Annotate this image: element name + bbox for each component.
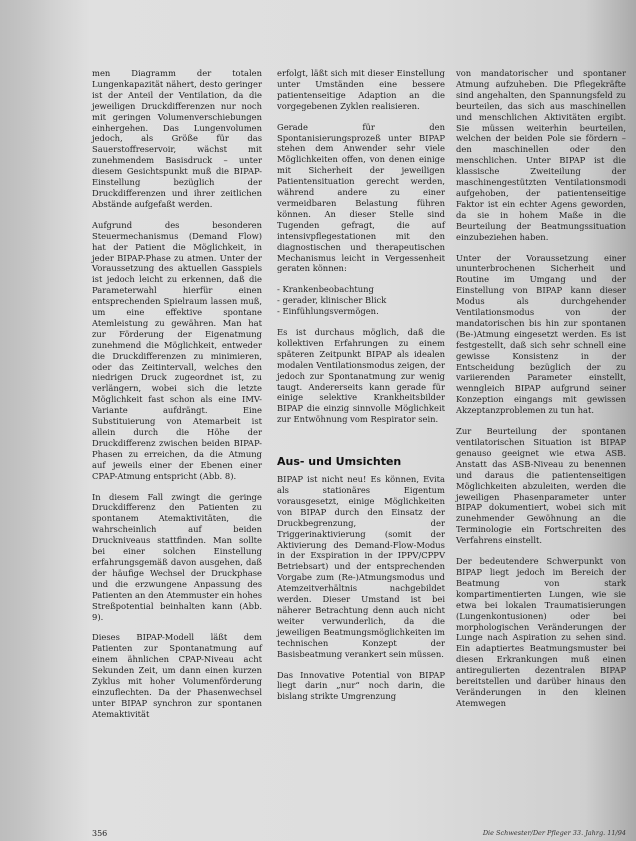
paragraph: von mandatorischer und spontaner Atmung aufzuheben. Die Pflegekräfte sind angehalten, den Spannungsfeld zu beurteilen, das sich aus maschinellen und menschlichen Aktivitäten ergibt. Sie müssen weiterhin beurteilen, welchen der beiden Pole sie fördern – den maschinellen oder den menschlichen. Unter BIPAP ist die klassische Zweiteilung der maschinengestützten Ventilationsmodi aufgehoben, der patientenseitige Faktor ist ein echter Agens geworden, da sie in hohem Maße in die Beurteilung der Beatmungssituation einzubeziehen haben.	[456, 68, 626, 242]
paragraph: Gerade für den Spontanisierungsprozeß unter BIPAP stehen dem Anwender sehr viele Möglichkeiten offen, von denen einige mit Sicherheit der jeweiligen Patientensituation gerecht werden, während andere zu einer vermeidbaren Belastung führen können. An dieser Stelle sind Tugenden gefragt, die auf intensivpflegestationen mit den diagnostischen und therapeutischen Mechanismus leicht in Vergessenheit geraten können:	[277, 121, 445, 274]
page-number: 356	[92, 829, 108, 838]
text-column-3	[456, 68, 626, 719]
list-item: - gerader, klinischer Blick	[277, 295, 387, 306]
list-item: - Einfühlungsvermögen.	[277, 306, 379, 317]
paragraph: BIPAP ist nicht neu! Es können, Evita als stationäres Eigentum vorausgesetzt, einige Möglichkeiten von BIPAP durch den Einsatz der Druckbegrenzung, der Triggerinaktivierung (somit der Aktivierung des Demand-Flow-Modus in der Exspiration in der IPPV/CPPV Betriebsart) und der entsprechenden Vorgabe zum (Re-)Atmungsmodus und Atemzeitverhältnis nachgebildet werden. Dieser Umstand ist bei näherer Betrachtung denn auch nicht weiter verwunderlich, da die jeweiligen Beatmungsmöglichkeiten im technischen Konzept der Basisbeatmung verankert sein müssen.	[277, 474, 445, 659]
paragraph: erfolgt, läßt sich mit dieser Einstellung unter Umständen eine bessere patientenseitige Adaption an die vorgegebenen Zyklen realisieren.	[277, 68, 445, 111]
paragraph: Dieses BIPAP-Modell läßt dem Patienten zur Spontanatmung auf einem ähnlichen CPAP-Niveau acht Sekunden Zeit, um dann einen kurzen Zyklus mit hoher Volumenförderung einzuflechten. Da der Phasenwechsel unter BIPAP synchron zur spontanen Atemaktivität	[92, 632, 262, 719]
paragraph: Es ist durchaus möglich, daß die kollektiven Erfahrungen zu einem späteren Zeitpunkt BIPAP als idealen modalen Ventilationsmodus zeigen, der jedoch zur Spontanatmung zur wenig taugt. Andererseits kann gerade für einige selektive Krankheitsbilder BIPAP die einzig sinnvolle Möglichkeit zur Entwöhnung vom Respirator sein.	[277, 327, 445, 425]
text-column-1	[92, 68, 262, 730]
paragraph: Unter der Voraussetzung einer ununterbrochenen Sicherheit und Routine im Umgang und der Einstellung von BIPAP kann dieser Modus als durchgehender Ventilationsmodus von der mandatorischen bis hin zur spontanen (Be-)Atmung eingesetzt werden. Es ist festgestellt, daß sich sehr schnell eine gewisse Konsistenz in der Entscheidung bezüglich der zu variierenden Parameter einstellt, wenngleich BIPAP aufgrund seiner Konzeption eingangs mit gewissen Akzeptanzproblemen zu tun hat.	[456, 252, 626, 416]
paragraph: In diesem Fall zwingt die geringe Druckdifferenz den Patienten zu spontanem Atemaktivitäten, die wahrscheinlich auf beiden Druckniveaus stattfinden. Man sollte bei einer solchen Einstellung erfahrungsgemäß davon ausgehen, daß der häufige Wechsel der Druckphase und die erzwungene Anpassung des Patienten an den Atemmuster ein hohes Streßpotential beinhalten kann (Abb. 9).	[92, 491, 263, 622]
bullet-list	[277, 284, 445, 317]
paragraph: Zur Beurteilung der spontanen ventilatorischen Situation ist BIPAP genauso geeignet wie etwa ASB. Anstatt das ASB-Niveau zu benennen und daraus die patientenseitigen Möglichkeiten abzuleiten, werden die jeweiligen Phasenparameter unter BIPAP dokumentiert, wobei sich mit zunehmender Gewöhnung an die Terminologie ein Fortschreiten des Verfahrens einstellt.	[456, 426, 626, 546]
text-column-2	[277, 68, 445, 712]
section-heading: Aus- und Umsichten	[277, 455, 402, 469]
section-spacer	[277, 435, 445, 457]
paragraph: Aufgrund des besonderen Steuermechanismus (Demand Flow) hat der Patient die Möglichkeit, in jeder BIPAP-Phase zu atmen. Unter der Voraussetzung des aktuellen Gasspiels ist jedoch leicht zu erkennen, daß die Parameterwahl hierfür einen entsprechenden Spielraum lassen muß, um eine effektive spontane Atemleistung zu gewähren. Man hat zur Förderung der Eigenatmung zunehmend die Möglichkeit, entweder die Druckdifferenzen zu minimieren, oder das Zeitintervall, welches den niedrigen Druck zugeordnet ist, zu verlängern, wobei sich die letzte Möglichkeit fast schon als eine IMV-Variante aufdrängt. Eine Substituierung von Atemarbeit ist allein durch die Höhe der Druckdifferenz zwischen beiden BIPAP-Phasen zu erreichen, da die Atmung auf jeweils einer der Ebenen einer CPAP-Atmung entspricht (Abb. 8).	[92, 219, 262, 481]
paragraph: men Diagramm der totalen Lungenkapazität nähert, desto geringer ist der Anteil der Ventilation, da die jeweiligen Druckdifferenzen nur noch mit geringen Volumenverschiebungen einhergehen. Das Lungenvolumen jedoch, als Größe für das Sauerstoffreservoir, wächst mit zunehmendem Basisdruck – unter diesem Gesichtspunkt muß die BIPAP-Einstellung bezüglich der Druckdifferenzen und ihrer zeitlichen Abstände aufgefaßt werden.	[92, 68, 262, 209]
paragraph: Der bedeutendere Schwerpunkt von BIPAP liegt jedoch im Bereich der Beatmung von stark kompartimentierten Lungen, wie sie etwa bei lokalen Traumatisierungen (Lungenkontusionen) oder bei morphologischen Veränderungen der Lunge nach Aspiration zu sehen sind. Ein adaptiertes Beatmungsmuster bei diesen Erkrankungen muß einen antiregulierten dezentralen BIPAP bereitstellen und darüber hinaus den Veränderungen in den kleinen Atemwegen	[456, 556, 626, 708]
paragraph: Das Innovative Potential von BIPAP liegt darin „nur“ noch darin, die bislang strikte Umgrenzung	[277, 669, 445, 702]
journal-footer: Die Schwester/Der Pfleger 33. Jahrg. 11/94	[482, 829, 626, 837]
list-item: - Krankenbeobachtung	[277, 284, 374, 295]
page-shadow	[0, 0, 90, 841]
